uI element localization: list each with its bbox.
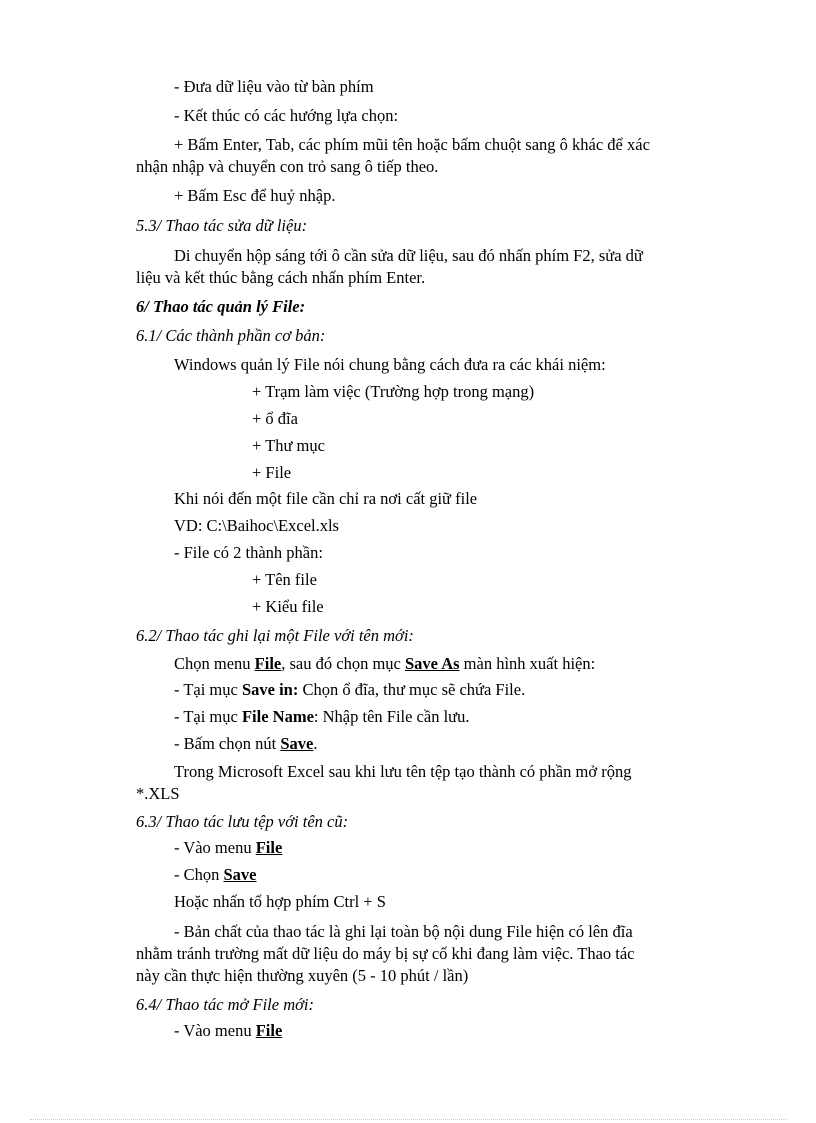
section-heading-6-4: 6.4/ Thao tác mở File mới:: [136, 995, 315, 1014]
footer-divider: [30, 1119, 786, 1120]
text-line: Windows quản lý File nói chung bằng cách đưa ra các khái niệm:: [174, 355, 606, 374]
save-button-ref: Save: [280, 734, 314, 753]
text-line: + Bấm Esc để huỷ nhập.: [174, 186, 336, 205]
text-line: Khi nói đến một file cần chỉ ra nơi cất giữ file: [174, 489, 478, 508]
text-run: - Vào menu: [174, 1021, 256, 1040]
text-line: Di chuyển hộp sáng tới ô cần sửa dữ liệu, sau đó nhấn phím F2, sửa dữ: [174, 246, 643, 265]
text-line: - Kết thúc có các hướng lựa chọn:: [174, 106, 399, 125]
text-run: - Chọn: [174, 865, 224, 884]
list-item: + Thư mục: [252, 436, 325, 455]
section-heading-5-3: 5.3/ Thao tác sửa dữ liệu:: [136, 216, 308, 235]
text-line: [174, 734, 317, 754]
save-ref: Save: [223, 865, 257, 884]
text-line: nhằm tránh trường mất dữ liệu do máy bị sự cố khi đang làm việc. Thao tác: [136, 944, 635, 963]
text-line: [174, 865, 257, 885]
list-item: + Trạm làm việc (Trường hợp trong mạng): [252, 382, 535, 401]
text-line: Hoặc nhấn tổ hợp phím Ctrl + S: [174, 892, 386, 911]
text-line: liệu và kết thúc bằng cách nhấn phím Enter.: [136, 268, 426, 287]
file-name-ref: File Name: [241, 707, 314, 726]
section-heading-6-2: 6.2/ Thao tác ghi lại một File với tên mới:: [136, 626, 414, 645]
text-run: Chọn menu: [174, 654, 255, 673]
section-heading-6-1: 6.1/ Các thành phần cơ bản:: [136, 326, 326, 345]
section-heading-6: 6/ Thao tác quản lý File:: [136, 297, 306, 316]
save-as-ref: Save As: [404, 654, 460, 673]
list-item: + File: [252, 463, 292, 482]
text-line: [174, 707, 469, 727]
menu-file-ref: File: [255, 838, 283, 857]
text-line: *.XLS: [136, 784, 180, 803]
text-line: nhận nhập và chuyển con trỏ sang ô tiếp theo.: [136, 157, 439, 176]
text-run: : Nhập tên File cần lưu.: [313, 707, 470, 726]
text-line: - Bản chất của thao tác là ghi lại toàn bộ nội dung File hiện có lên đĩa: [174, 922, 633, 941]
text-line: - File có 2 thành phần:: [174, 543, 323, 562]
text-run: Chọn ổ đĩa, thư mục sẽ chứa File.: [298, 680, 526, 699]
text-line: VD: C:\Baihoc\Excel.xls: [174, 516, 339, 535]
list-item: + Kiểu file: [252, 597, 324, 616]
text-run: - Tại mục: [174, 707, 242, 726]
text-line: [174, 838, 282, 858]
text-run: - Bấm chọn nút: [174, 734, 281, 753]
text-run: màn hình xuất hiện:: [459, 654, 596, 673]
list-item: + ổ đĩa: [252, 409, 298, 428]
list-item: + Tên file: [252, 570, 317, 589]
text-line: này cần thực hiện thường xuyên (5 - 10 phút / lần): [136, 966, 469, 985]
save-in-ref: Save in:: [241, 680, 299, 699]
text-run: .: [313, 734, 318, 753]
text-line: - Đưa dữ liệu vào từ bàn phím: [174, 77, 374, 96]
section-heading-6-3: 6.3/ Thao tác lưu tệp với tên cũ:: [136, 812, 349, 831]
text-line: Trong Microsoft Excel sau khi lưu tên tệp tạo thành có phần mở rộng: [174, 762, 632, 781]
menu-file-ref: File: [255, 1021, 283, 1040]
text-line: [174, 654, 595, 674]
text-run: - Vào menu: [174, 838, 256, 857]
text-line: [174, 1021, 282, 1041]
text-run: , sau đó chọn mục: [281, 654, 405, 673]
text-line: + Bấm Enter, Tab, các phím mũi tên hoặc bấm chuột sang ô khác để xác: [174, 135, 650, 154]
text-line: [174, 680, 525, 700]
text-run: - Tại mục: [174, 680, 242, 699]
menu-file-ref: File: [254, 654, 282, 673]
